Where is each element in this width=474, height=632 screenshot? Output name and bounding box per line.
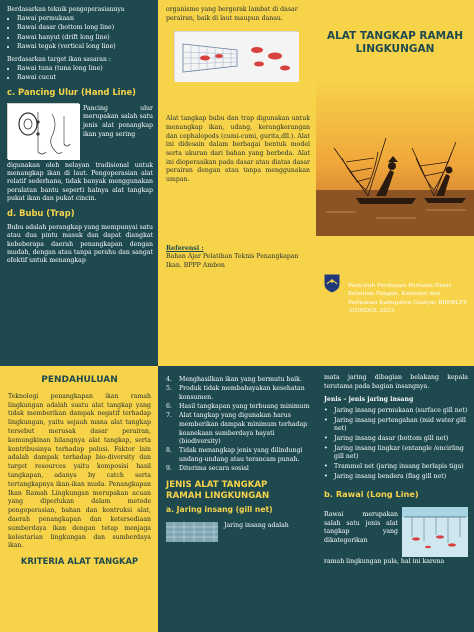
jenis-jaring-label: Jaring insang dasar (bottom gill net) — [334, 435, 449, 443]
jenis-jaring-label: Jaring insang permukaan (surface gill net) — [334, 407, 468, 415]
criteria-item — [166, 465, 310, 474]
bullet-icon: • — [324, 435, 328, 443]
bullet-icon: • — [324, 416, 328, 424]
rawai-text: Rawai merupakan salah satu jenis alat tangkap yang dikategorikan — [324, 510, 398, 544]
jenis-jaring-label: Jaring insang bendera (flag gill net) — [334, 472, 447, 480]
jenis-jaring-label: Jaring insang lingkar (entangle /encirling gill net) — [334, 444, 464, 461]
long-line-illustration — [402, 507, 468, 557]
pancing-block — [7, 103, 153, 159]
pendahuluan-heading: PENDAHULUAN — [41, 375, 118, 385]
bubu-text: Bubu adalah perangkap yang mempunyai satu atau dua pintu masuk dan dapat diangkat kebeberapa daerah penangkapan dengan mudah, dengan atau tanpa perahu dan sangat efektif untuk menangkap — [7, 223, 153, 265]
cover-title — [316, 0, 474, 56]
list-item: • Rawai dasar (bottom long line) — [17, 24, 153, 32]
criteria-item — [166, 403, 310, 412]
pendahuluan-text: Teknologi penangkapan ikan ramah lingkungan adalah suatu alat tangkap yang tidak memberikan dampak negatif terhadap lingkungan, yaitu sejauh mana alat tangkap tersebut merusak dasar perairan, kemungkinan hilangnya alat tangkap, serta kontribusinya terhadap polusi. Faktor lain adalah dampak terhadap bio-diversity dan target resources yaitu komposisi hasil tangkapan, adanya by catch serta tertangkapnya ikan-ikan muda. Penangkapan Ikan Ramah Lingkungan merupakan acuan yang diperlukan dalam metode pengoperasian, bahan dan kontruksi alat, daerah penangkapan dan ketersediaan sumberdaya ikan dengan tetap menjaga kelestarian lingkungan dan sumberdaya ikan. — [8, 392, 151, 550]
jenis-jaring-item — [324, 463, 468, 472]
jenis-jaring-label: Trammel net (jaring insang berlapis tiga) — [334, 463, 464, 471]
jenis-heading-line: JENIS ALAT TANGKAP — [166, 479, 268, 490]
cover-panel — [316, 0, 474, 366]
criteria-text: Hasil tangkapan yang terbuang minimum — [179, 403, 310, 411]
pancing-side-text: Pancing ulur merupakan salah satu jenis alat penangkap ikan yang sering — [83, 104, 153, 138]
list-item: • Rawai hanyut (drift long line) — [17, 34, 153, 42]
bullet-icon: • — [324, 472, 328, 480]
jenis-heading — [166, 480, 310, 501]
reference-text: Bahan Ajar Pelatiban Teknis Penangkapan Ikan. BPPP Ambon — [166, 253, 299, 270]
jenis-jaring-list — [324, 407, 468, 481]
criteria-list — [166, 376, 310, 474]
rawai-text-tail: ramah lingkungan pula, hal ini karena — [324, 557, 445, 565]
agency-logo — [322, 272, 342, 294]
list-item: • Rawai cucut — [17, 74, 153, 82]
criteria-number: 7. — [166, 412, 172, 420]
bubu-lead: organisme yang bergerak lambat di dasar perairan, baik di laut maupun danau. — [166, 6, 298, 22]
panel-jenis-jaring — [316, 366, 474, 632]
author-row — [322, 268, 468, 316]
jenis-jaring-item — [324, 473, 468, 482]
target-list — [17, 65, 153, 83]
pancing-text: digunakan oleh nelayan tradisional untuk menangkap ikan di laut. Pengoperasian alat relatif sederhana, tidak banyak menggunakan peralatan bantu seperti halnya alat tangkap pukat ikan dan pukat cincin. — [7, 161, 153, 203]
hand-line-illustration — [7, 103, 79, 159]
author-text — [348, 268, 468, 316]
list-item: • Rawai permukaan — [17, 15, 153, 23]
jaring-row — [166, 522, 310, 542]
panel-rawai-pancing-bubu — [0, 0, 158, 366]
trap-illustration — [174, 31, 298, 81]
jenis-jaring-label: Jaring insang pertengahan (mid water gill net) — [334, 416, 466, 433]
jaring-continued-text: mata jaring dibagian belakang kepala terutama pada bagian insangnya. — [324, 374, 468, 390]
panel-bubu-detail — [158, 0, 316, 366]
cover-title-line: LINGKUNGAN — [355, 43, 435, 56]
jenis-heading-line: RAMAH LINGKUNGAN — [166, 490, 270, 501]
criteria-item — [166, 385, 310, 402]
criteria-text: Alat tangkap yang digunakan harus memberikan dampak minimum terhadap keanekaan sumberdaya hayati (biodiversity) — [179, 412, 308, 446]
jenis-jaring-item — [324, 445, 468, 462]
rawai-row — [324, 507, 468, 557]
criteria-item — [166, 447, 310, 464]
target-line: Berdasarkan target ikan sasaran : — [7, 55, 111, 63]
criteria-text: Produk tidak membahayakan kesehatan konsumen. — [179, 385, 305, 401]
criteria-number: 4. — [166, 376, 172, 383]
jenis-jaring-item — [324, 407, 468, 416]
author-block — [316, 268, 474, 316]
jenis-jaring-item — [324, 435, 468, 444]
op-list — [17, 15, 153, 51]
criteria-item — [166, 376, 310, 385]
list-item: • Rawai tuna (tuna long line) — [17, 65, 153, 73]
bubu-title: d. Bubu (Trap) — [7, 208, 75, 219]
criteria-text: Menghasilkan ikan yang bermutu baik. — [179, 376, 302, 383]
criteria-text: Tidak menangkap jenis yang dilindungi undang-undang atau terancam punah. — [179, 447, 303, 464]
jenis-jaring-item — [324, 417, 468, 434]
bullet-icon: • — [324, 444, 328, 452]
reference-block — [166, 245, 310, 271]
author-info: Penyuluh Perikanan Pertama Dinas Kelautan Pangan, Kelautan dan Perikanan Kabupaten Gianyar BBRBLPP -GONDOL 2023 — [348, 283, 467, 315]
criteria-number: 6. — [166, 403, 172, 411]
jenis-jaring-title: Jenis – jenis jaring insang — [324, 396, 414, 404]
rawai-title: b. Rawai (Long Line) — [324, 489, 419, 500]
author-name: MURNIATI, S.Pi — [348, 268, 431, 279]
reference-title: Referensi : — [166, 244, 204, 252]
criteria-number: 8. — [166, 447, 172, 455]
cover-title-line: ALAT TANGKAP RAMAH — [326, 30, 463, 42]
list-item: • Rawai tegak (vertical long line) — [17, 43, 153, 51]
pancing-title: c. Pancing Ulur (Hand Line) — [7, 87, 137, 98]
kriteria-heading: KRITERIA ALAT TANGKAP — [20, 556, 139, 567]
bullet-icon: • — [324, 407, 328, 415]
jaring-title: a. Jaring insang (gill net) — [166, 505, 273, 515]
jaring-text: Jaring insang adalah — [224, 521, 289, 529]
gill-net-illustration — [166, 522, 218, 542]
criteria-number: 5. — [166, 385, 172, 393]
bubu-detail-text: Alat tangkap bubu dan trap digunakan untuk menangkap ikan, udang, kerangkerangan dan cephalopods (cumi-cumi, gurita,dll.). Alat ini didesain dalam berbagai bentuk model serta ukuran dari bahan yang berbeda. Alat ini dioperasikan pada dasar atau diatas dasar perairan dengan atau tanpa menggunakan umpan. — [166, 115, 310, 184]
panel-kriteria-jenis — [158, 366, 316, 632]
fishermen-photo — [316, 78, 474, 236]
panel-pendahuluan — [0, 366, 158, 632]
criteria-text: Diterima secara sosial — [179, 465, 249, 473]
criteria-item — [166, 412, 310, 447]
bullet-icon: • — [324, 463, 328, 471]
criteria-number: 9. — [166, 465, 172, 473]
op-line: Berdasarkan teknik pengoperasiannya — [7, 6, 125, 13]
